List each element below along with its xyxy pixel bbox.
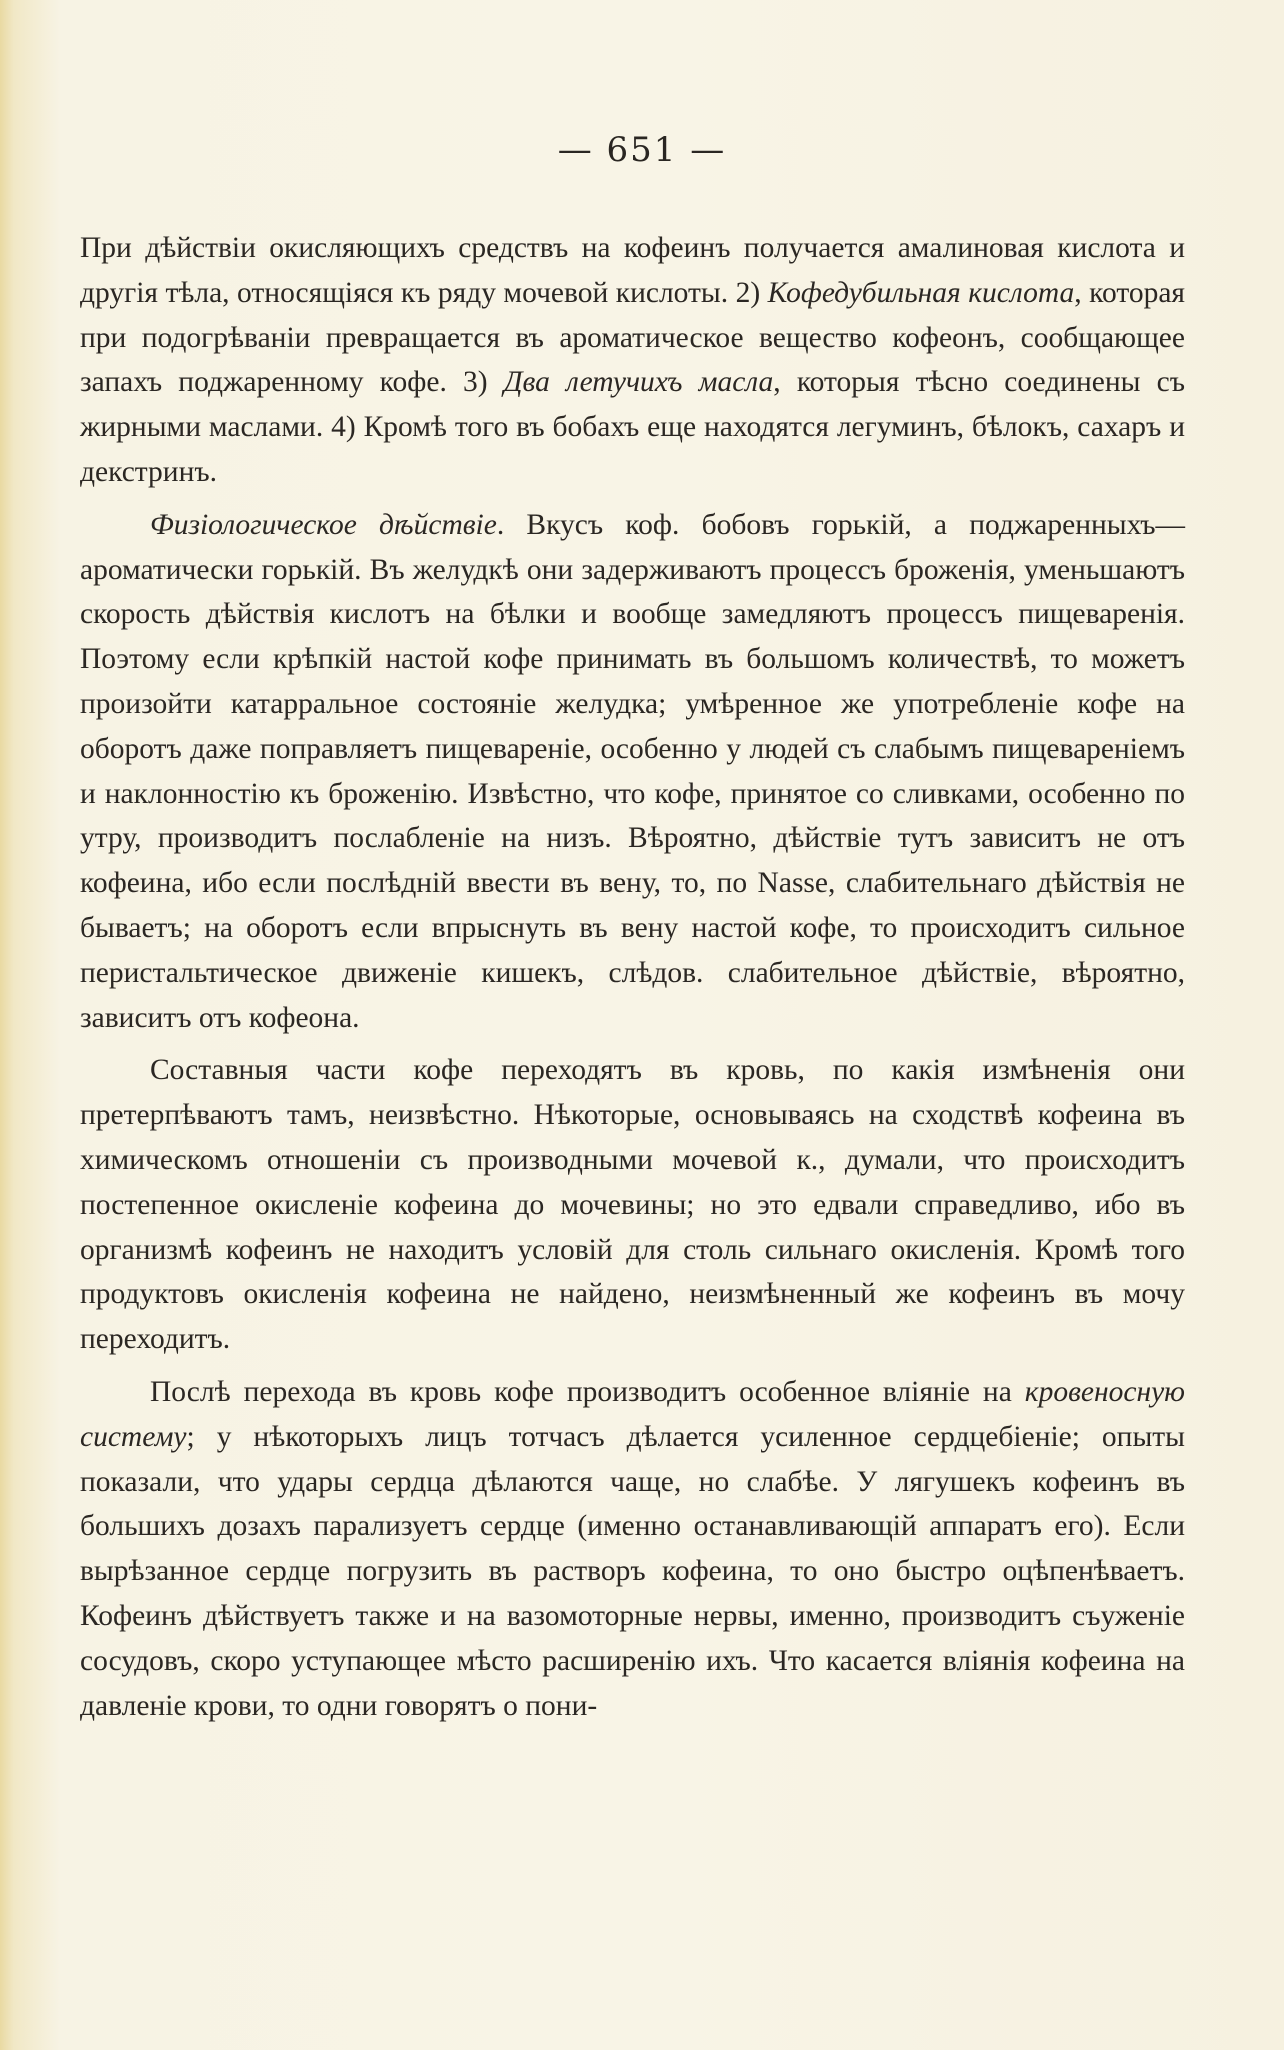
italic-term-physiological-action: Физіологическое дѣйствіе <box>150 508 497 541</box>
text-segment: . Вкусъ коф. бобовъ горькій, а поджаренныхъ—ароматически горькій. Въ желудкѣ они задерживаютъ процессъ броженія, уменьшаютъ скорость дѣйствія кислотъ на бѣлки и вообще замедляютъ процессъ пищеваренія. Поэтому если крѣпкій настой кофе принимать въ большомъ количествѣ, то можетъ произойти катарральное состояніе желудка; умѣренное же употребленіе кофе на оборотъ даже поправляетъ пищевареніе, особенно у людей съ слабымъ пищевареніемъ и наклонностію къ броженію. Извѣстно, что кофе, принятое со сливками, особенно по утру, производитъ послабленіе на низъ. Вѣроятно, дѣйствіе тутъ зависитъ не отъ кофеина, ибо если послѣдній ввести въ вену, то, по Nasse, слабительнаго дѣйствія не бываетъ; на оборотъ если впрыснуть въ вену настой кофе, то происходитъ сильное перистальтическое движеніе кишекъ, слѣдов. слабительное дѣйствіе, вѣроятно, зависитъ отъ кофеона. <box>80 508 1185 1034</box>
italic-term-coffee-tannic-acid: Кофедубильная кислота <box>767 276 1075 309</box>
paragraph-3 <box>80 1048 1185 1362</box>
paragraph-4 <box>80 1370 1185 1728</box>
text-segment: , которая при подогрѣваніи превращается въ ароматическое вещество кофеонъ, сообщающее запахъ поджаренному кофе. 3) <box>80 276 1185 399</box>
page-number: — 651 — <box>557 130 727 170</box>
text-segment: , которыя тѣсно соединены съ жирными маслами. 4) Кромѣ того въ бобахъ еще находятся легуминъ, бѣлокъ, сахаръ и декстринъ. <box>80 366 1185 488</box>
text-segment: При дѣйствіи окисляющихъ средствъ на кофеинъ получается амалиновая кислота и другія тѣла, относящіяся къ ряду мочевой кислоты. 2) <box>80 232 1185 309</box>
body-text <box>80 226 1185 1728</box>
italic-term-volatile-oils: Два летучихъ масла <box>503 366 774 399</box>
paragraph-2 <box>80 503 1185 1041</box>
text-segment: ; у нѣкоторыхъ лицъ тотчасъ дѣлается усиленное сердцебіеніе; опыты показали, что удары сердца дѣлаются чаще, но слабѣе. У лягушекъ кофеинъ въ большихъ дозахъ парализуетъ сердце (именно останавливающій аппаратъ его). Если вырѣзанное сердце погрузить въ растворъ кофеина, то оно быстро оцѣпенѣваетъ. Кофеинъ дѣйствуетъ также и на вазомоторные нервы, именно, производитъ съуженіе сосудовъ, скоро уступающее мѣсто расширенію ихъ. Что касается вліянія кофеина на давленіе крови, то одни говорятъ о пони- <box>80 1420 1185 1722</box>
paragraph-1 <box>80 226 1185 495</box>
text-segment: Послѣ перехода въ кровь кофе производитъ особенное вліяніе на <box>150 1375 1025 1408</box>
text-segment: Составныя части кофе переходятъ въ кровь, по какія измѣненія они претерпѣваютъ тамъ, неизвѣстно. Нѣкоторые, основываясь на сходствѣ кофеина въ химическомъ отношеніи съ производными мочевой к., думали, что происходитъ постепенное окисленіе кофеина до мочевины; но это едвали справедливо, ибо въ организмѣ кофеинъ не находитъ условій для столь сильнаго окисленія. Кромѣ того продуктовъ окисленія кофеина не найдено, неизмѣненный же кофеинъ въ мочу переходитъ. <box>80 1054 1185 1356</box>
italic-term-circulatory-system: кровеносную систему <box>80 1375 1185 1453</box>
